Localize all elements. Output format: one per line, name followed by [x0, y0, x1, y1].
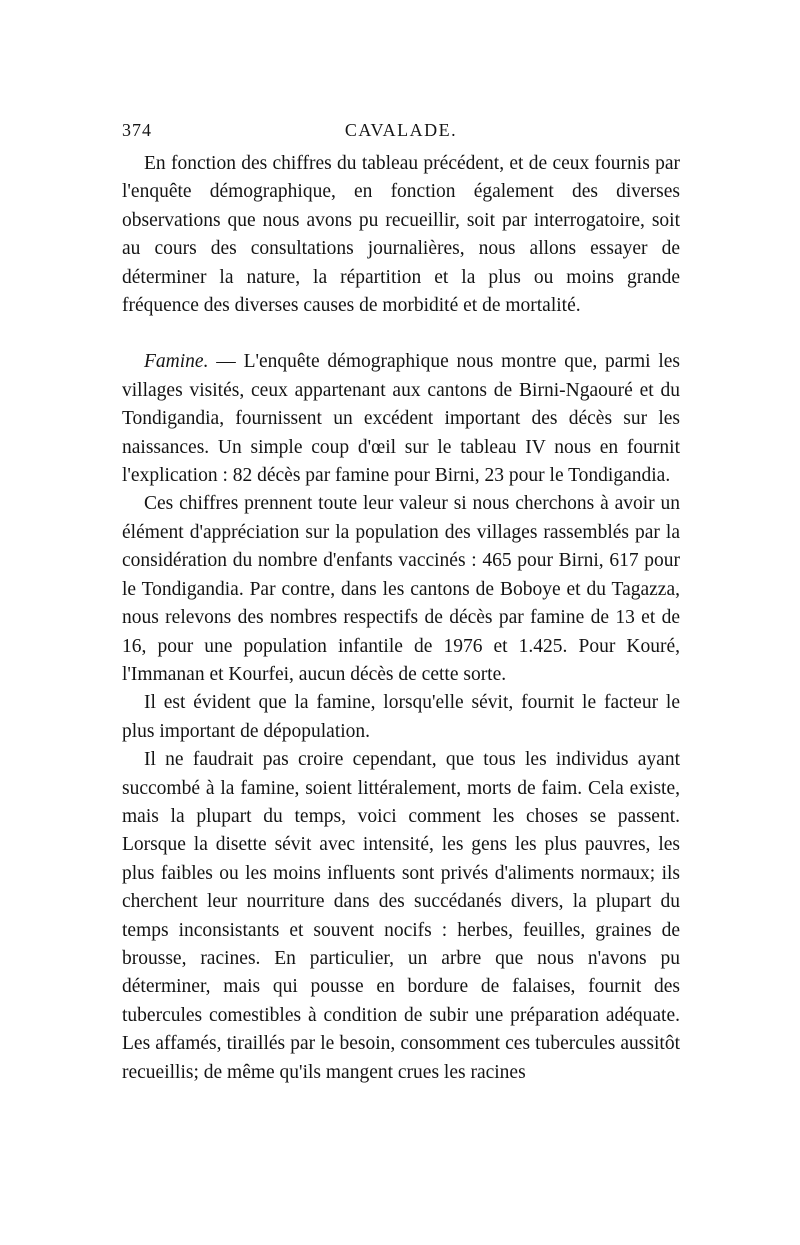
body-text	[122, 150, 680, 1087]
running-head	[122, 120, 680, 144]
paragraph-figures: Ces chiffres prennent toute leur valeur si nous cherchons à avoir un élément d'appréciation sur la population des villages rassemblés par la considération du nombre d'enfants vaccinés : 465 pour Birni, 617 pour le Tondigandia. Par contre, dans les cantons de Boboye et du Tagazza, nous relevons des nombres respectifs de décès par famine de 13 et de 16, pour une population infantile de 1976 et 1.425. Pour Kouré, l'Immanan et Kourfei, aucun décès de cette sorte.	[122, 493, 680, 685]
paragraph-depopulation: Il est évident que la famine, lorsqu'elle sévit, fournit le facteur le plus important de dépopulation.	[122, 692, 680, 742]
paragraph-intro: En fonction des chiffres du tableau précédent, et de ceux fournis par l'enquête démographique, en fonction également des diverses observations que nous avons pu recueillir, soit par interrogatoire, soit au cours des consultations journalières, nous allons essayer de déterminer la nature, la répartition et la plus ou moins grande fréquence des diverses causes de morbidité et de mortalité.	[122, 153, 680, 317]
page-number: 374	[122, 120, 152, 140]
paragraph-famine-text: — L'enquête démographique nous montre que, parmi les villages visités, ceux appartenant aux cantons de Birni-Ngaouré et du Tondigandia, fournissent un excédent important des décès sur les naissances. Un simple coup d'œil sur le tableau IV nous en fournit l'explication : 82 décès par famine pour Birni, 23 pour le Tondigandia.	[122, 351, 680, 487]
paragraph-famine	[122, 348, 680, 490]
paragraph-causes: Il ne faudrait pas croire cependant, que tous les individus ayant succombé à la famine, soient littéralement, morts de faim. Cela existe, mais la plupart du temps, voici comment les choses se passent. Lorsque la disette sévit avec intensité, les gens les plus pauvres, les plus faibles ou les moins influents sont privés d'aliments normaux; ils cherchent leur nourriture dans des succédanés divers, la plupart du temps inconsistants et souvent nocifs : herbes, feuilles, graines de brousse, racines. En particulier, un arbre que nous n'avons pu déterminer, mais qui pousse en bordure de falaises, fournit des tubercules comestibles à condition de subir une préparation adéquate. Les affamés, tiraillés par le besoin, consomment ces tubercules aussitôt recueillis; de même qu'ils mangent crues les racines	[122, 749, 680, 1083]
section-label-famine: Famine.	[144, 351, 209, 373]
running-title: CAVALADE.	[344, 120, 458, 140]
